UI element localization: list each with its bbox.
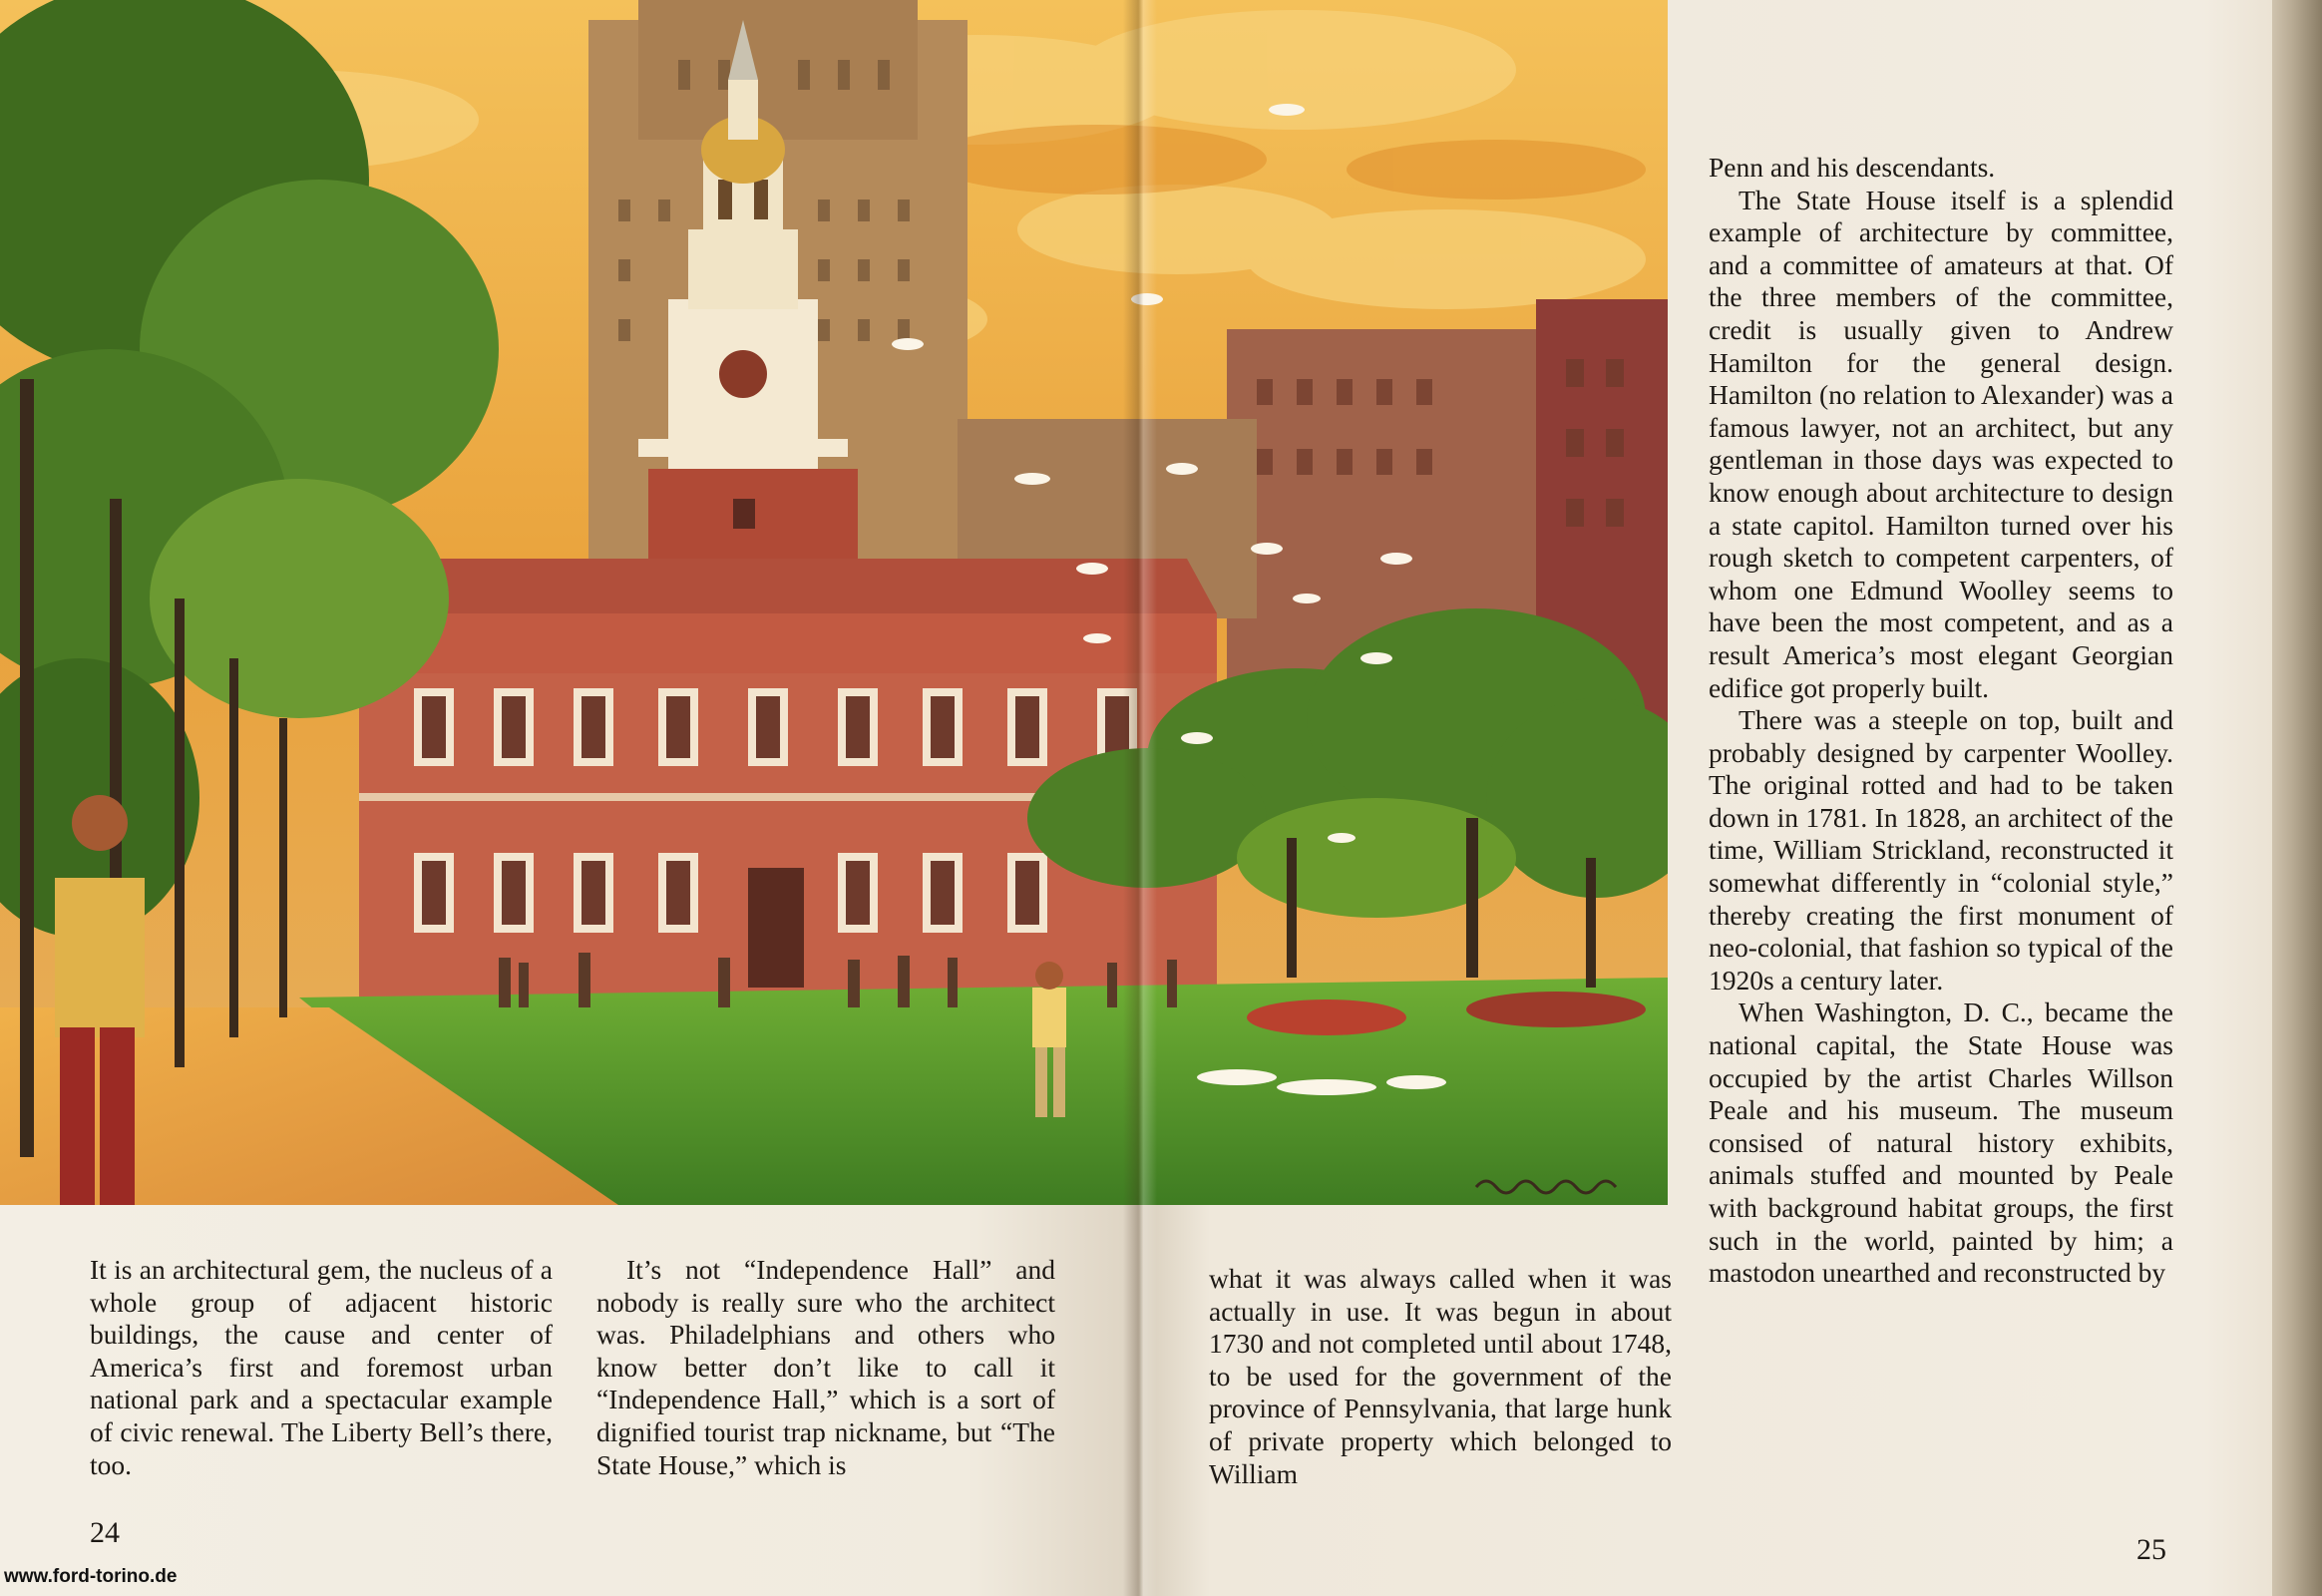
- page-number-left: 24: [90, 1516, 120, 1549]
- paragraph: There was a steeple on top, built and probably designed by carpenter Woolley. The original rotted and had to be taken down in 1781. In 1828, an architect of the time, William Strickland, reconstructed it somewhat differently in “colonial style,” thereby creating the first monument of neo-colonial, that fashion so typical of the 1920s a century later.: [1709, 704, 2173, 996]
- page-number-right: 25: [2136, 1533, 2166, 1566]
- paragraph: Penn and his descendants.: [1709, 152, 1996, 183]
- paragraph: When Washington, D. C., became the national capital, the State House was occupied by the artist Charles Willson Peale and his museum. The museum consised of natural history exhibits, animals stuffed and mounted by Peale with background habitat groups, the first such in the world, painted by him; a mastodon unearthed and reconstructed by: [1709, 997, 2173, 1289]
- right-column-1: [1209, 1263, 1672, 1490]
- paragraph: what it was always called when it was actually in use. It was begun in about 1730 and not completed until about 1748, to be used for the government of the province of Pennsylvania, that large hunk of private property which belonged to William: [1209, 1263, 1672, 1489]
- page-edge: [2272, 0, 2322, 1596]
- left-column-2: [596, 1254, 1055, 1481]
- paragraph: It’s not “Independence Hall” and nobody is really sure who the architect was. Philadelphians and others who know better don’t like to call it “Independence Hall,” which is a sort of dignified tourist trap nickname, but “The State House,” which is: [596, 1254, 1055, 1480]
- clock-face: [717, 348, 769, 400]
- paragraph: It is an architectural gem, the nucleus of a whole group of adjacent historic buildings, the cause and center of America’s first and foremost urban national park and a spectacular example of civic renewal. The Liberty Bell’s there, too.: [90, 1254, 553, 1480]
- right-column-2: [1709, 152, 2173, 1290]
- paragraph: The State House itself is a splendid example of architecture by committee, and a committee of amateurs at that. Of the three members of the committee, credit is usually given to Andrew Hamilton for the general design. Hamilton (no relation to Alexander) was a famous lawyer, not an architect, but any gentleman in those days was expected to know enough about architecture to design a state capitol. Hamilton turned over his rough sketch to competent carpenters, of whom one Edmund Woolley seems to have been the most competent, and as a result America’s most elegant Georgian edifice got properly built.: [1709, 184, 2173, 703]
- binding-gutter: [1123, 0, 1157, 1596]
- left-column-1: [90, 1254, 553, 1481]
- main-doorway: [748, 868, 804, 988]
- watermark-url: www.ford-torino.de: [4, 1566, 178, 1587]
